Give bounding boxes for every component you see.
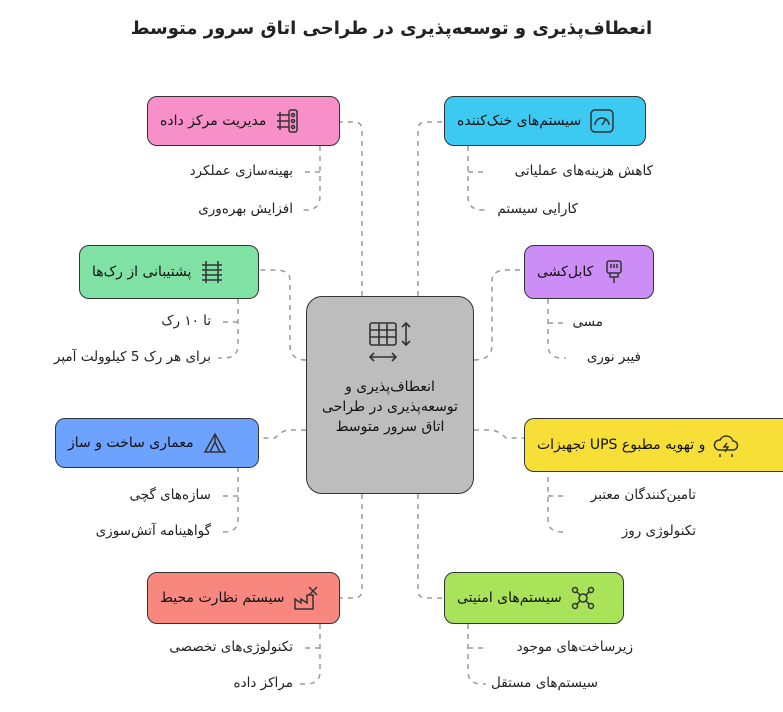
child-item: تکنولوژی روز xyxy=(621,523,696,539)
child-item: تکنولوژی‌های تخصصی xyxy=(169,639,293,655)
child-item: مسی xyxy=(572,314,603,330)
node-label: معماری ساخت و ساز xyxy=(68,435,194,451)
child-item: بهینه‌سازی عملکرد xyxy=(189,163,293,179)
child-item: سیستم‌های مستقل xyxy=(491,675,598,691)
node-security-systems xyxy=(444,572,624,624)
table-resize-icon xyxy=(366,319,416,365)
node-construction-architecture xyxy=(55,418,259,468)
network-nodes-icon xyxy=(570,585,596,611)
node-rack-support xyxy=(79,245,259,299)
factory-monitor-icon xyxy=(293,585,319,611)
node-label: مدیریت مرکز داده xyxy=(160,113,267,129)
cloud-power-icon xyxy=(713,432,739,458)
node-label: و تهویه مطبوع UPS تجهیزات xyxy=(537,437,706,453)
center-label: انعطاف‌پذیری و توسعه‌پذیری در طراحی اتاق سرور متوسط xyxy=(322,379,458,435)
child-item: کارایی سیستم xyxy=(497,201,578,217)
node-cooling-systems xyxy=(444,96,646,146)
blueprint-icon xyxy=(202,430,228,456)
child-item: گواهینامه آتش‌سوزی xyxy=(95,523,211,539)
child-item: مراکز داده xyxy=(233,675,293,691)
child-item: افزایش بهره‌وری xyxy=(198,201,293,217)
child-item: فیبر نوری xyxy=(586,349,641,365)
node-label: سیستم نظارت محیط xyxy=(160,590,285,606)
rack-frame-icon xyxy=(199,259,225,285)
gauge-icon xyxy=(589,108,615,134)
diagram-title: انعطاف‌پذیری و توسعه‌پذیری در طراحی اتاق سرور متوسط xyxy=(130,18,653,39)
node-cabling xyxy=(524,245,654,299)
node-data-center-management xyxy=(147,96,340,146)
child-item: سازه‌های گچی xyxy=(129,487,211,503)
child-item: زیرساخت‌های موجود xyxy=(516,639,633,655)
node-environment-monitoring xyxy=(147,572,340,624)
node-label: کابل‌کشی xyxy=(537,264,594,280)
node-label: سیستم‌های خنک‌کننده xyxy=(457,113,582,129)
node-label: پشتیبانی از رک‌ها xyxy=(92,264,192,280)
cable-plug-icon xyxy=(601,259,627,285)
center-node xyxy=(306,296,474,494)
node-label: سیستم‌های امنیتی xyxy=(457,590,562,606)
child-item: برای هر رک 5 کیلوولت آمپر xyxy=(53,349,211,365)
child-item: کاهش هزینه‌های عملیاتی xyxy=(514,163,653,179)
node-ups-hvac xyxy=(524,418,783,472)
child-item: تا ۱۰ رک xyxy=(161,313,211,329)
server-rack-icon xyxy=(274,108,300,134)
child-item: تامین‌کنندگان معتبر xyxy=(590,487,696,503)
